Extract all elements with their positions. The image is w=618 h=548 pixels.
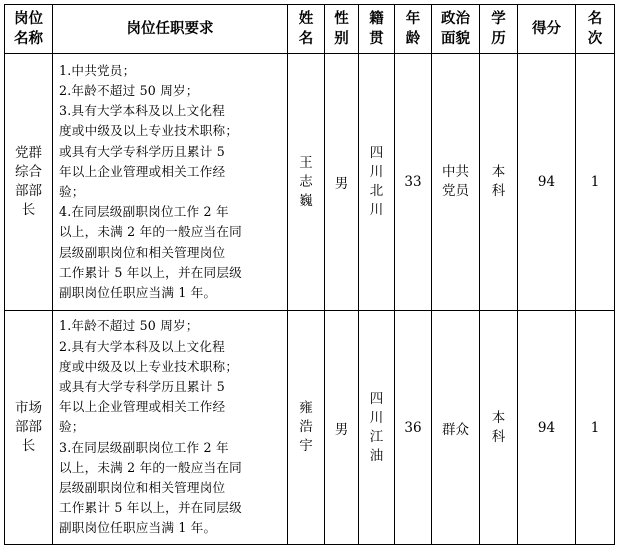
political-status-cell: 中共 党员 [432,54,480,311]
candidate-table [4,4,615,545]
political-status-cell: 群众 [432,311,480,545]
position-cell: 市场 部部 长 [5,311,53,545]
table-row [5,54,615,311]
header-score: 得分 [518,5,576,54]
age-cell: 33 [395,54,432,311]
header-age: 年 龄 [395,5,432,54]
rank-cell: 1 [576,54,615,311]
name-cell: 雍 浩 宇 [288,311,325,545]
header-political-status: 政治 面貌 [432,5,480,54]
table-row [5,311,615,545]
position-cell: 党群 综合 部部 长 [5,54,53,311]
education-cell: 本 科 [480,54,518,311]
header-requirements: 岗位任职要求 [53,5,288,54]
header-position-name: 岗位 名称 [5,5,53,54]
rank-cell: 1 [576,311,615,545]
header-row [5,5,615,54]
header-native-place: 籍 贯 [359,5,395,54]
header-education: 学 历 [480,5,518,54]
age-cell: 36 [395,311,432,545]
gender-cell: 男 [325,54,359,311]
education-cell: 本 科 [480,311,518,545]
score-cell: 94 [518,311,576,545]
native-place-cell: 四 川 江 油 [359,311,395,545]
native-place-cell: 四 川 北 川 [359,54,395,311]
requirements-cell: 1.年龄不超过 50 周岁； 2.具有大学本科及以上文化程 度或中级及以上专业技术职称； 或具有大学专科学历且累计 5 年以上企业管理或相关工作经 验； 3.在同层级副职岗位工作 2 年 以上，未满 2 年的一般应当在同 层级副职岗位和相关管理岗位 工作累计 5 年以上，并在同层级 副职岗位任职应当满 1 年。 [53,311,288,545]
header-gender: 性 别 [325,5,359,54]
gender-cell: 男 [325,311,359,545]
requirements-cell: 1.中共党员； 2.年龄不超过 50 周岁； 3.具有大学本科及以上文化程 度或中级及以上专业技术职称； 或具有大学专科学历且累计 5 年以上企业管理或相关工作经 验； 4.在同层级副职岗位工作 2 年 以上，未满 2 年的一般应当在同 层级副职岗位和相关管理岗位 工作累计 5 年以上，并在同层级 副职岗位任职应当满 1 年。 [53,54,288,311]
header-rank: 名 次 [576,5,615,54]
header-name: 姓 名 [288,5,325,54]
score-cell: 94 [518,54,576,311]
name-cell: 王 志 巍 [288,54,325,311]
